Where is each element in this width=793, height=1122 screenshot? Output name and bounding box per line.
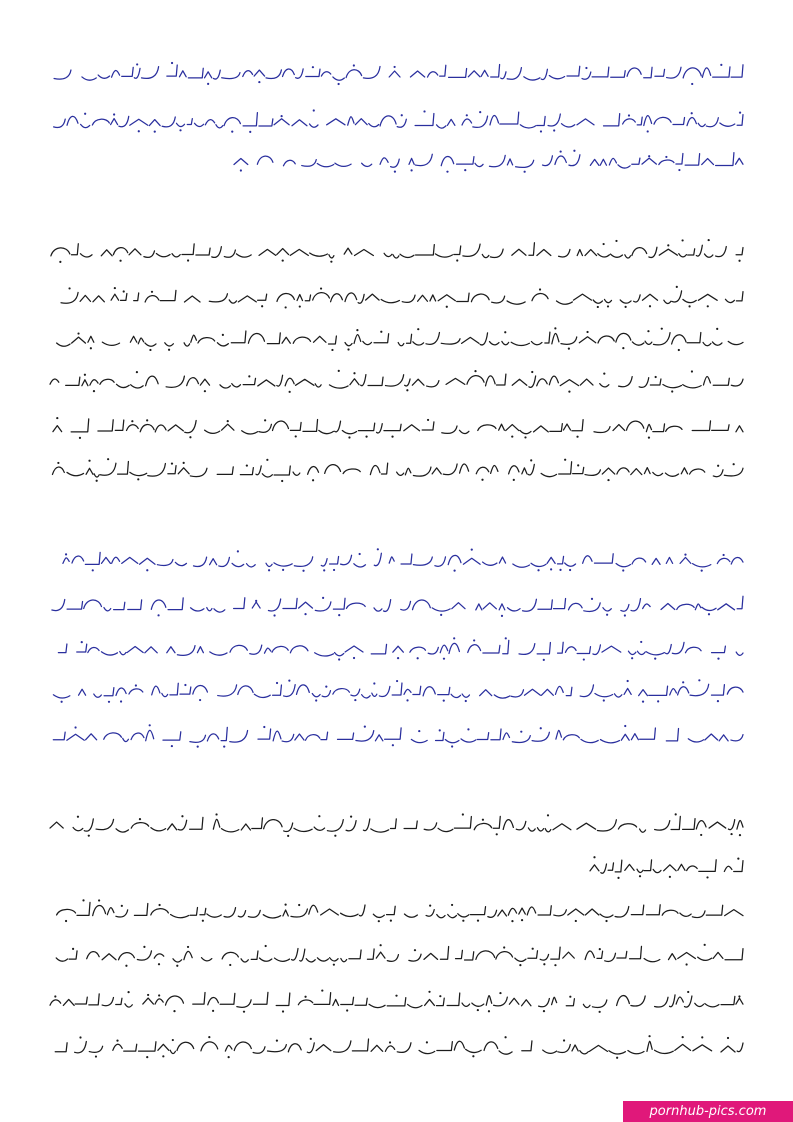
text-line [48,1032,745,1062]
text-line [48,106,745,136]
text-line [48,676,745,706]
text-line [48,940,745,970]
text-line [48,634,745,664]
text-line [48,986,745,1016]
text-line [48,590,745,620]
site-watermark: pornhub-pics.com [623,1101,793,1122]
text-line [48,58,745,88]
text-line [48,810,745,840]
text-line [48,455,745,485]
text-line [48,324,745,354]
text-line [48,236,745,266]
text-line [48,721,745,751]
text-line [48,545,745,575]
text-line [588,852,745,882]
text-line [48,412,745,442]
text-line [48,896,745,926]
text-line [48,366,745,396]
text-line [48,282,745,312]
text-line [228,146,745,176]
